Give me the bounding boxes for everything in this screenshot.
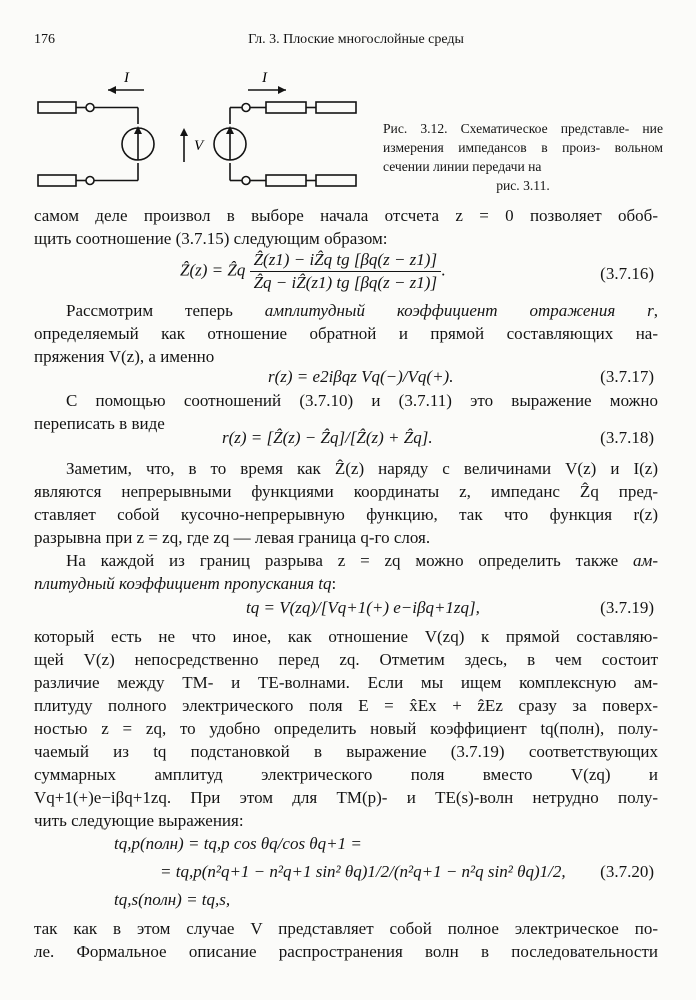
equation-number: (3.7.16) [600, 264, 654, 283]
equation-number: (3.7.19) [600, 598, 654, 617]
voltage-label: V [194, 138, 204, 154]
body-line: чить следующие выражения: [34, 811, 244, 830]
right-upper-impedance [266, 102, 306, 113]
left-upper-impedance [38, 102, 76, 113]
left-lower-terminal [86, 177, 94, 185]
body-line: пряжения V(z), а именно [34, 347, 215, 366]
equation-3-7-18: r(z) = [Ẑ(z) − Ẑq]/[Ẑ(z) + Ẑq]. [222, 428, 433, 447]
page-number: 176 [34, 32, 55, 47]
right-upper-terminal [242, 104, 250, 112]
body-line: самом деле произвол в выборе начала отсчета z = 0 позволяет обоб- [34, 206, 658, 225]
body-line: щить соотношение (3.7.15) следующим образом: [34, 229, 388, 248]
body-line: так как в этом случае V представляет собой полное электрическое по- [34, 919, 658, 938]
left-lower-impedance [38, 175, 76, 186]
body-line: который есть не что иное, как отношение V(zq) к прямой составляю- [34, 627, 658, 646]
body-line: плитудный коэффициент пропускания tq: [34, 574, 337, 593]
running-title: Гл. 3. Плоские многослойные среды [248, 32, 464, 47]
body-line: Заметим, что, в то время как Ẑ(z) наряду с величинами V(z) и I(z) [66, 459, 658, 478]
body-line: Vq+1(+)e−iβq+1zq. При этом для TM(p)- и TE(s)-волн нетрудно полу- [34, 788, 658, 807]
body-line: плитуду полного электрического поля E = x̂Ex + ẑEz сразу за поверх- [34, 696, 658, 715]
body-line: На каждой из границ разрыва z = zq можно определить также ам- [66, 551, 658, 570]
equation-3-7-20-line2: = tq,p(n²q+1 − n²q+1 sin² θq)1/2/(n²q+1 − n²q sin² θq)1/2, [160, 862, 566, 881]
equation-3-7-20-line1: tq,p(полн) = tq,p cos θq/cos θq+1 = [114, 834, 362, 853]
body-line: определяемый как отношение обратной и прямой составляющих на- [34, 324, 658, 343]
equation-3-7-17: r(z) = e2iβqz Vq(−)/Vq(+). [268, 367, 454, 386]
body-line: щей V(z) непосредственно перед zq. Отметим здесь, в чем состоит [34, 650, 658, 669]
body-line: являются непрерывными функциями координаты z, импеданс Ẑq пред- [34, 482, 658, 501]
equation-3-7-20-line3: tq,s(полн) = tq,s, [114, 890, 231, 909]
body-line: различие между TM- и TE-волнами. Если мы ищем комплексную ам- [34, 673, 658, 692]
right-lower-terminal [242, 177, 250, 185]
equation-3-7-16: Ẑ(z) = Ẑq $\frac{\text{Ẑ(z1) − iẐq tg [βq(z − z1)]}}{\text{Ẑq − iẐ(z1) tg [βq(z − z1)]}}$ . [180, 250, 446, 292]
body-line: разрывна при z = zq, где zq — левая граница q-го слоя. [34, 528, 431, 547]
body-line: чаемый из tq подстановкой в выражение (3.7.19) соответствующих [34, 742, 658, 761]
body-line: ле. Формальное описание распространения волн в последовательности [34, 942, 658, 961]
right-lower-impedance-2 [316, 175, 356, 186]
body-line: суммарных амплитуд электрического поля вместо V(zq) и [34, 765, 658, 784]
equation-number: (3.7.20) [600, 862, 654, 881]
equation-3-7-19: tq = V(zq)/[Vq+1(+) e−iβq+1zq], [246, 598, 480, 617]
body-line: переписать в виде [34, 414, 165, 433]
left-current-label: I [124, 70, 129, 86]
right-lower-impedance [266, 175, 306, 186]
body-line: ставляет собой кусочно-непрерывную функцию, так что функция r(z) [34, 505, 658, 524]
body-line: Рассмотрим теперь амплитудный коэффициент отражения r, [66, 301, 658, 320]
equation-number: (3.7.17) [600, 367, 654, 386]
impedance-measurement-figure [34, 62, 364, 202]
figure-caption: Рис. 3.12. Схематическое представле- ние измерения импедансов в произ- вольном сечении линии передачи на рис. 3.11. [383, 121, 663, 193]
equation-number: (3.7.18) [600, 428, 654, 447]
right-upper-impedance-2 [316, 102, 356, 113]
body-line: С помощью соотношений (3.7.10) и (3.7.11) это выражение можно [66, 391, 658, 410]
body-line: ностью z = zq, то удобно определить новый коэффициент tq(полн), полу- [34, 719, 658, 738]
right-current-label: I [262, 70, 267, 86]
left-upper-terminal [86, 104, 94, 112]
